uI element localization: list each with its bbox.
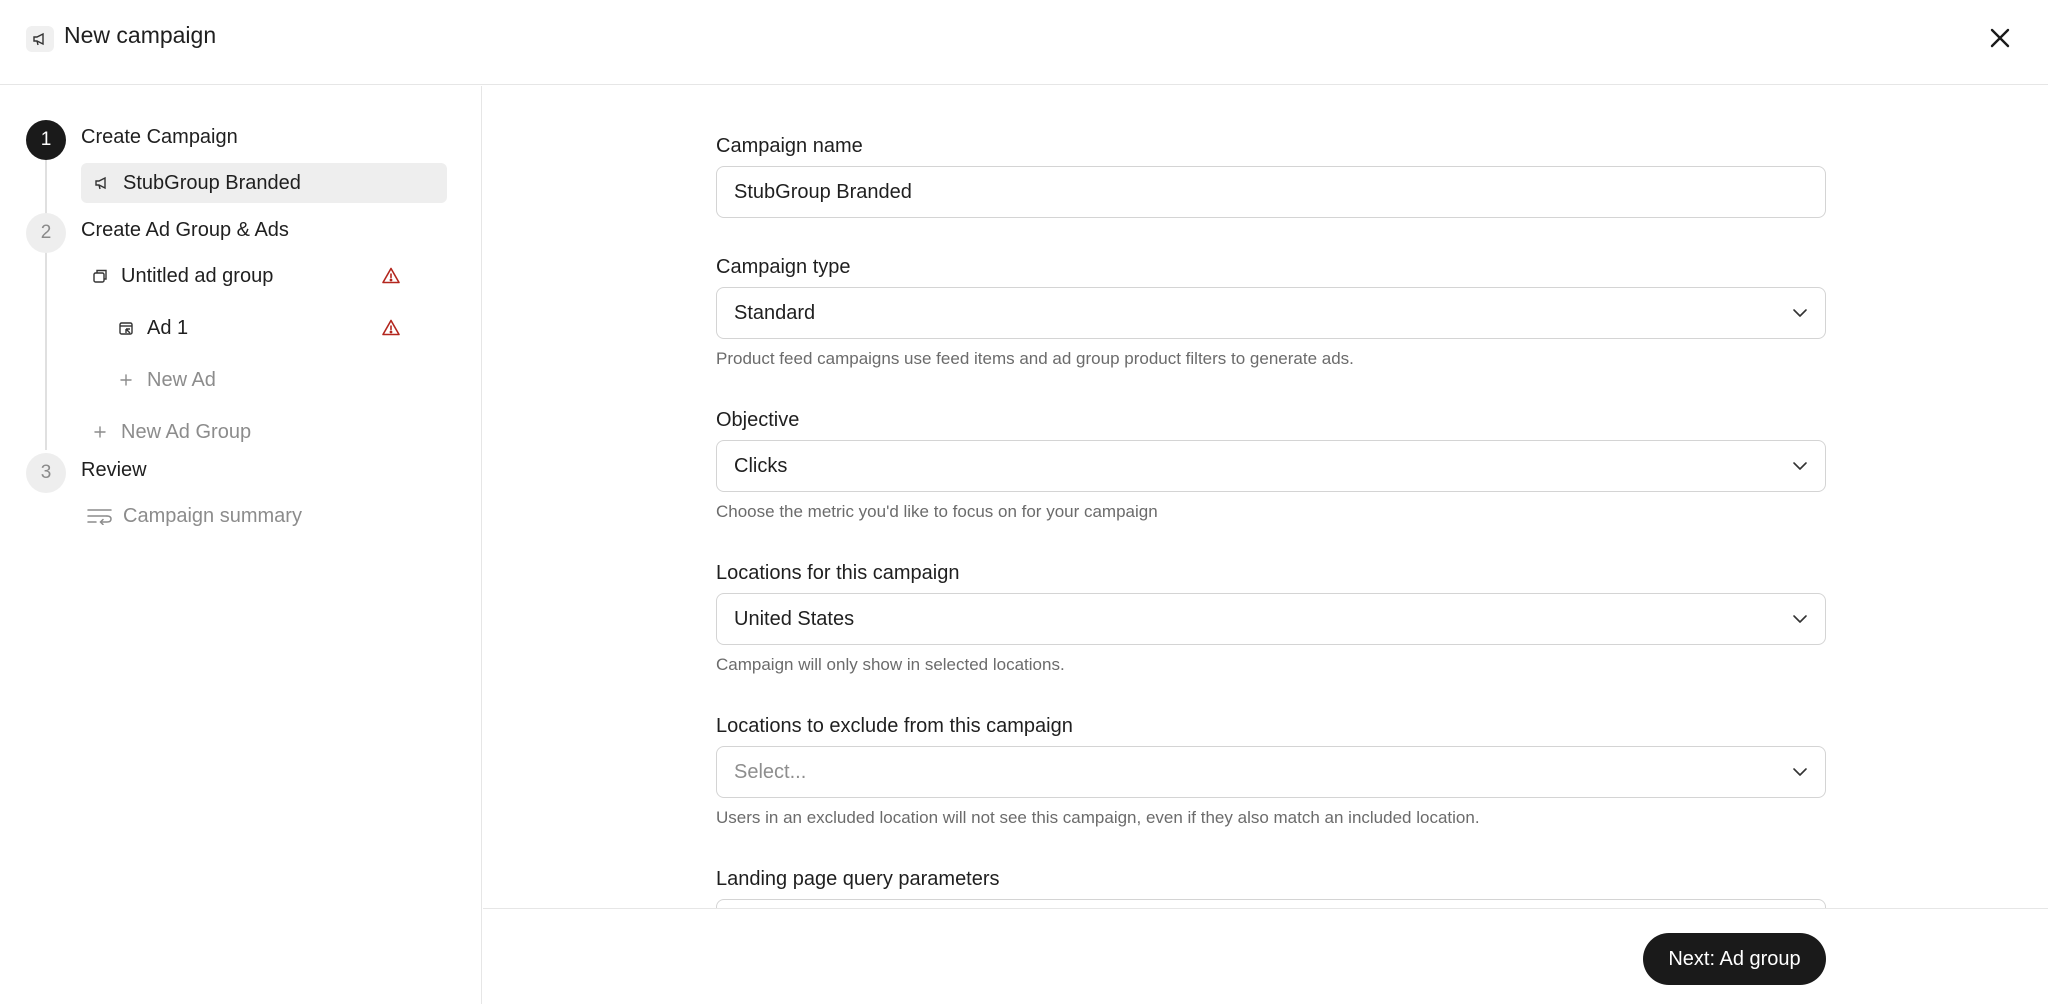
chevron-down-icon [1789,302,1811,324]
exclude-locations-label: Locations to exclude from this campaign [716,715,1073,737]
warning-icon [380,265,402,287]
plus-icon [89,421,111,443]
next-ad-group-button[interactable]: Next: Ad group [1643,933,1826,985]
step-3-label[interactable]: Review [81,459,147,481]
locations-help: Campaign will only show in selected locations. [716,655,1065,674]
close-button[interactable] [1984,22,2016,54]
sidebar-item-campaign[interactable] [81,163,447,203]
summary-icon [87,505,113,527]
campaign-type-help: Product feed campaigns use feed items and ad group product filters to generate ads. [716,349,1354,368]
campaign-type-select[interactable] [716,287,1826,339]
new-ad-group-label: New Ad Group [121,420,252,443]
campaign-type-value: Standard [734,301,816,324]
megaphone-icon [26,26,54,52]
step-3-badge: 3 [26,453,66,493]
exclude-locations-select[interactable] [716,746,1826,798]
chevron-down-icon [1789,761,1811,783]
step-2-badge: 2 [26,213,66,253]
chevron-down-icon [1789,608,1811,630]
ad-group-icon [89,265,111,287]
plus-icon [115,369,137,391]
close-icon [1988,26,2012,50]
objective-select[interactable] [716,440,1826,492]
sidebar-item-label: Ad 1 [147,316,189,339]
locations-select[interactable] [716,593,1826,645]
modal-header [0,0,2048,85]
campaign-type-label: Campaign type [716,256,851,278]
new-ad-button[interactable] [107,360,307,400]
sidebar-item-ad-group[interactable] [81,256,401,296]
campaign-name-value: StubGroup Branded [734,180,912,203]
megaphone-icon [91,172,113,194]
sidebar-item-ad[interactable] [107,308,401,348]
landing-params-input[interactable] [716,899,1826,908]
steps-sidebar [0,86,482,1004]
warning-icon [380,317,402,339]
sidebar-item-campaign-summary[interactable] [81,496,381,536]
sidebar-item-label: Campaign summary [123,504,302,527]
campaign-name-input[interactable] [716,166,1826,218]
campaign-form [483,86,2048,908]
sidebar-item-label: Untitled ad group [121,264,274,287]
step-1-badge: 1 [26,120,66,160]
ad-icon [115,317,137,339]
step-connector [45,250,47,450]
page-title: New campaign [64,22,217,48]
modal-footer [483,908,2048,1004]
campaign-name-label: Campaign name [716,135,863,157]
locations-value: United States [734,607,855,630]
objective-label: Objective [716,409,800,431]
new-ad-group-button[interactable] [81,412,321,452]
step-1-label[interactable]: Create Campaign [81,126,238,148]
sidebar-item-label: StubGroup Branded [123,171,301,194]
chevron-down-icon [1789,455,1811,477]
step-2-label[interactable]: Create Ad Group & Ads [81,219,289,241]
objective-value: Clicks [734,454,788,477]
exclude-locations-placeholder: Select... [734,760,807,783]
landing-params-label: Landing page query parameters [716,868,1000,890]
objective-help: Choose the metric you'd like to focus on for your campaign [716,502,1158,521]
exclude-locations-help: Users in an excluded location will not see this campaign, even if they also match an included location. [716,808,1480,827]
locations-label: Locations for this campaign [716,562,960,584]
new-ad-label: New Ad [147,368,216,391]
